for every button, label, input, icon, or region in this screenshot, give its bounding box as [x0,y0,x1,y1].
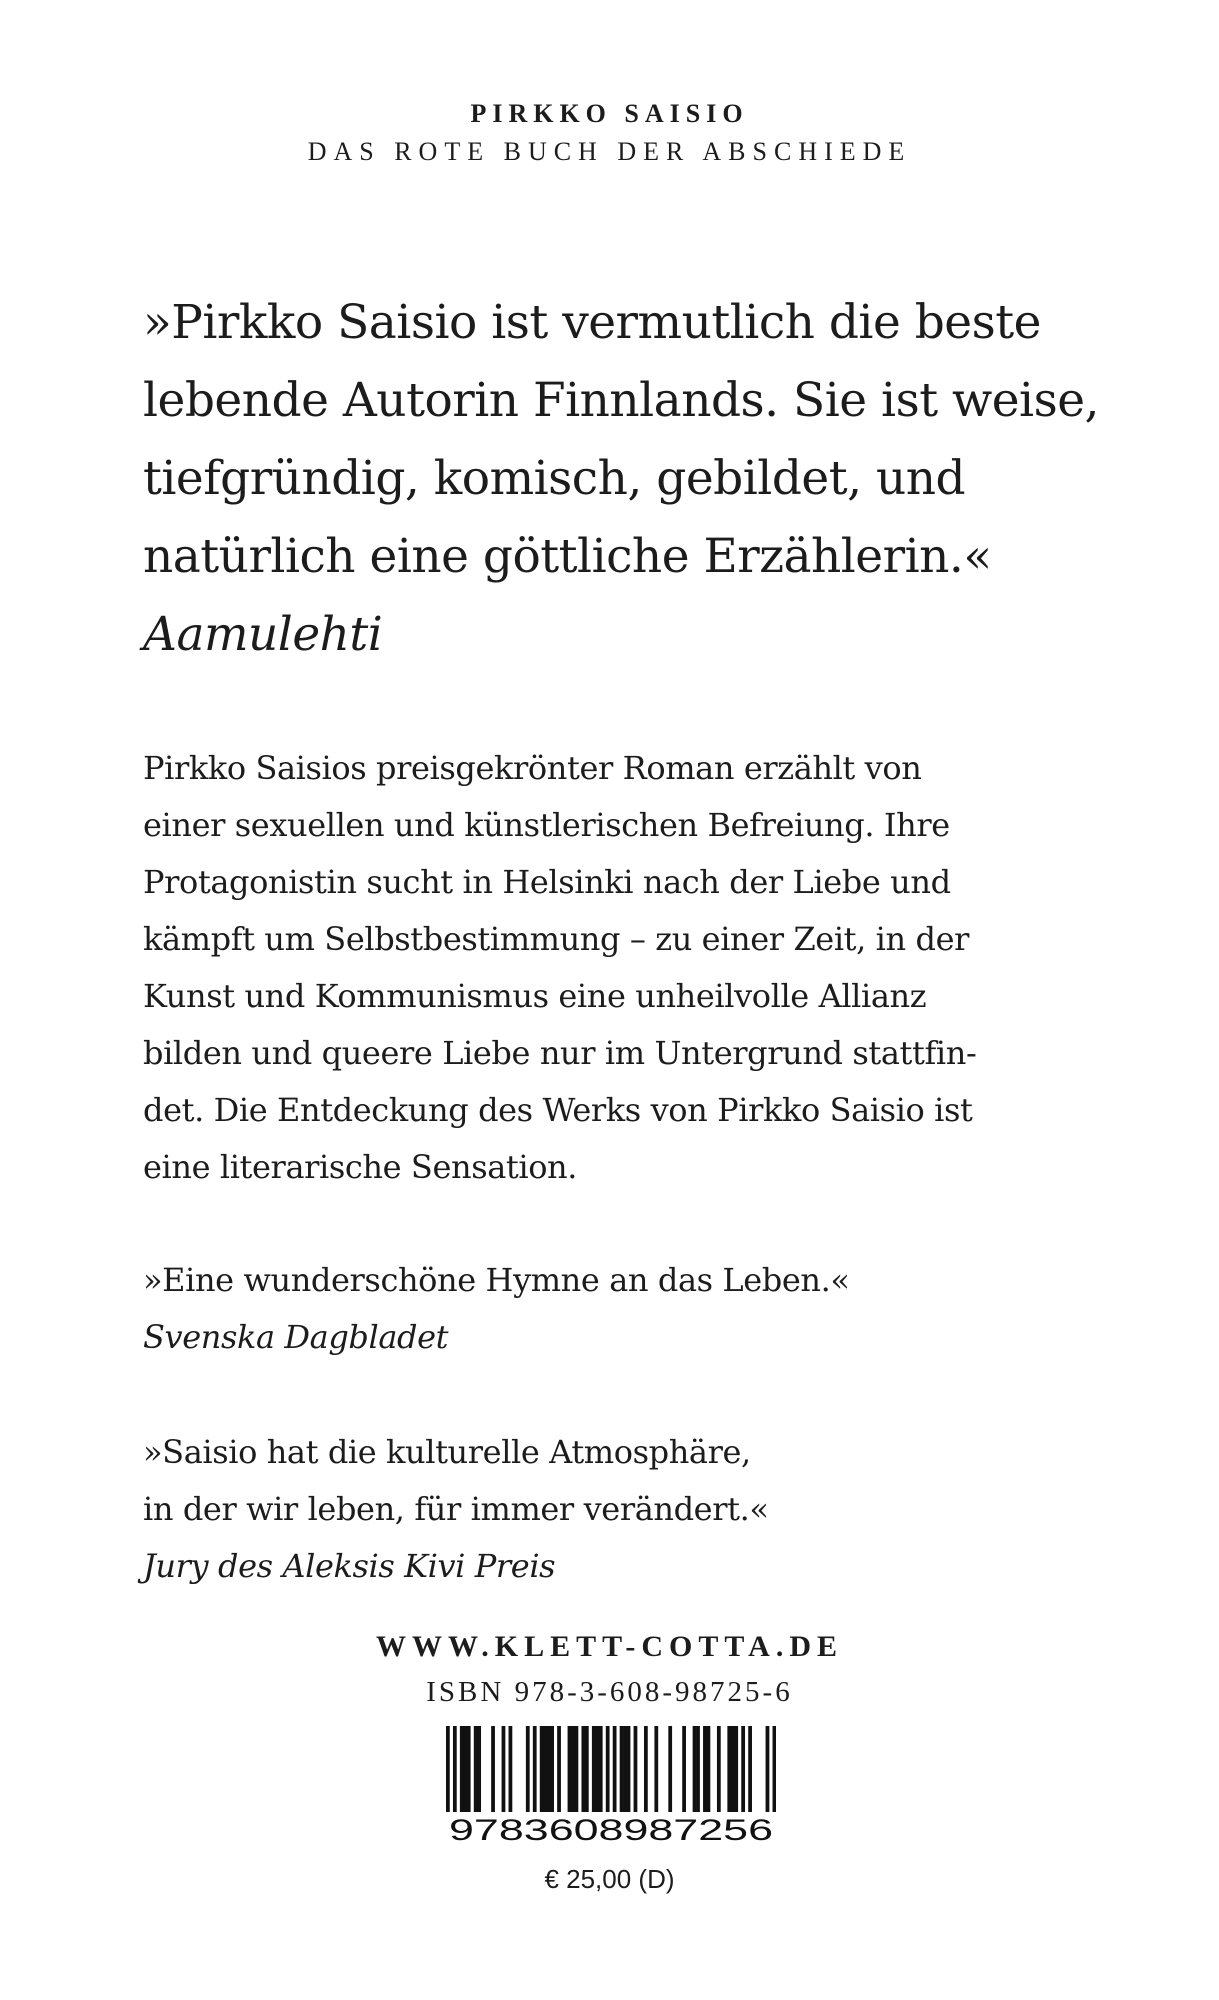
book-title: DAS ROTE BUCH DER ABSCHIEDE [307,137,912,166]
book-blurb [143,740,1083,1196]
main-quote-line: natürlich eine göttliche Erzählerin.« [143,529,992,584]
blurb-line: einer sexuellen und künstlerischen Befreiung. Ihre [143,806,950,844]
book-header [0,96,1219,172]
blurb-line: kämpft um Selbstbestimmung – zu einer Zeit, in der [143,920,970,958]
blurb-line: Kunst und Kommunismus eine unheilvolle Allianz [143,977,927,1015]
main-quote-line: lebende Autorin Finnlands. Sie ist weise, [143,373,1099,428]
review-quote-svenska [143,1252,1083,1366]
blurb-line: Pirkko Saisios preisgekrönter Roman erzählt von [143,749,922,787]
main-quote-source: Aamulehti [143,607,383,662]
author-name: PIRKKO SAISIO [470,99,749,128]
price: € 25,00 (D) [544,1864,675,1894]
quote-line: »Eine wunderschöne Hymne an das Leben.« [143,1261,850,1299]
blurb-line: eine literarische Sensation. [143,1148,578,1186]
review-quote-jury [143,1424,1083,1595]
barcode-digits [446,1812,776,1846]
quote-line: in der wir leben, für immer verändert.« [143,1490,769,1528]
quote-source: Svenska Dagbladet [143,1318,449,1356]
main-quote-line: tiefgründig, komisch, gebildet, und [143,451,966,506]
blurb-line: det. Die Entdeckung des Werks von Pirkko Saisio ist [143,1091,973,1129]
blurb-line: bilden und queere Liebe nur im Untergrund stattfin- [143,1034,977,1072]
quote-line: »Saisio hat die kulturelle Atmosphäre, [143,1433,751,1471]
blurb-line: Protagonistin sucht in Helsinki nach der Liebe und [143,863,951,901]
main-quote-line: »Pirkko Saisio ist vermutlich die beste [143,295,1041,350]
barcode-number: 9783608987256 [449,1814,773,1846]
publisher-website: WWW.KLETT-COTTA.DE [376,1630,843,1663]
quote-source: Jury des Aleksis Kivi Preis [143,1547,556,1585]
main-review-quote [143,284,1103,674]
isbn-text: ISBN 978-3-608-98725-6 [426,1676,793,1708]
